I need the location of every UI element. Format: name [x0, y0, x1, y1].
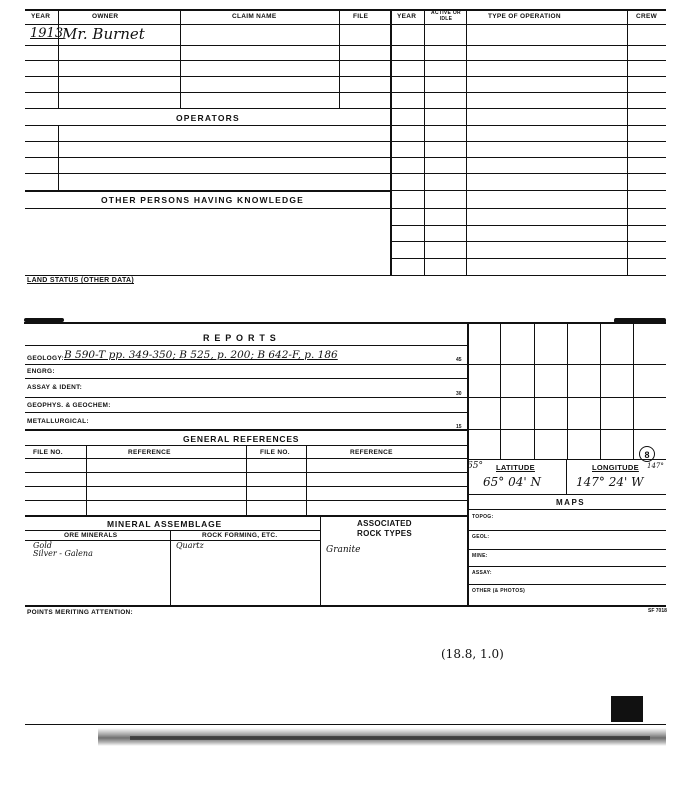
latitude-value: 65° 04' N	[483, 475, 541, 489]
points-meriting-label: POINTS MERITING ATTENTION:	[27, 609, 134, 616]
ore-mineral-gold: Gold	[33, 541, 52, 550]
reports-title: R E P O R T S	[203, 333, 277, 343]
geophys-label: GEOPHYS. & GEOCHEM:	[27, 402, 111, 409]
coordinates-note: (18.8, 1.0)	[441, 647, 504, 661]
maps-mine: MINE:	[472, 553, 488, 559]
header-year-2: YEAR	[397, 13, 417, 20]
longitude-suffix: 147°	[647, 462, 664, 470]
header-file: FILE	[353, 13, 369, 20]
latitude-prefix: 65°	[467, 461, 483, 471]
side-number-15: 15	[456, 424, 462, 430]
circled-number: 8	[639, 446, 655, 462]
geology-value: B 590-T pp. 349-350; B 525, p. 200; B 642-F, p. 186	[64, 349, 338, 361]
side-number-45: 45	[456, 357, 462, 363]
form-number: SF 7018	[648, 608, 667, 614]
side-number-30: 30	[456, 391, 462, 397]
geology-label: GEOLOGY:	[27, 355, 64, 362]
longitude-value: 147° 24' W	[576, 475, 644, 489]
maps-topog: TOPOG:	[472, 514, 494, 520]
latitude-label: LATITUDE	[496, 463, 535, 472]
header-crew: CREW	[636, 13, 658, 20]
col-file-no: FILE NO.	[33, 449, 63, 456]
rock-forming-quartz: Quartz	[176, 541, 204, 550]
mineral-assemblage-title: MINERAL ASSEMBLAGE	[107, 519, 222, 529]
rock-forming-label: ROCK FORMING, ETC.	[202, 532, 278, 539]
heavy-bar-right	[614, 318, 666, 323]
ore-mineral-silver-galena: Silver - Galena	[33, 549, 93, 558]
operators-label: OPERATORS	[176, 113, 240, 123]
header-year: YEAR	[31, 13, 51, 20]
longitude-label: LONGITUDE	[592, 463, 639, 472]
rock-types-label: ROCK TYPES	[357, 529, 413, 538]
metallurgical-label: METALLURGICAL:	[27, 418, 89, 425]
general-references-title: GENERAL REFERENCES	[183, 434, 300, 444]
ore-minerals-label: ORE MINERALS	[64, 532, 118, 539]
maps-other: OTHER (& PHOTOS)	[472, 588, 526, 594]
header-claim-name: CLAIM NAME	[232, 13, 277, 20]
header-type-of-operation: TYPE OF OPERATION	[488, 13, 561, 20]
maps-geol: GEOL:	[472, 534, 490, 540]
land-status-label: LAND STATUS (OTHER DATA)	[27, 277, 135, 284]
engrg-label: ENGRG:	[27, 368, 55, 375]
maps-assay: ASSAY:	[472, 570, 492, 576]
owner-year-entry: 1913	[30, 26, 64, 41]
other-persons-label: OTHER PERSONS HAVING KNOWLEDGE	[101, 195, 305, 205]
header-owner: OWNER	[92, 13, 119, 20]
col-reference-2: REFERENCE	[350, 449, 393, 456]
maps-title: MAPS	[556, 498, 586, 507]
rock-type-granite: Granite	[326, 545, 361, 555]
col-reference: REFERENCE	[128, 449, 171, 456]
registration-block	[611, 696, 643, 722]
header-active-idle: ACTIVE OR IDLE	[431, 10, 461, 22]
assay-ident-label: ASSAY & IDENT:	[27, 384, 83, 391]
owner-name-entry: Mr. Burnet	[62, 25, 145, 43]
associated-label: ASSOCIATED	[357, 519, 412, 528]
col-file-no-2: FILE NO.	[260, 449, 290, 456]
bottom-scan-smear-core	[130, 736, 650, 740]
